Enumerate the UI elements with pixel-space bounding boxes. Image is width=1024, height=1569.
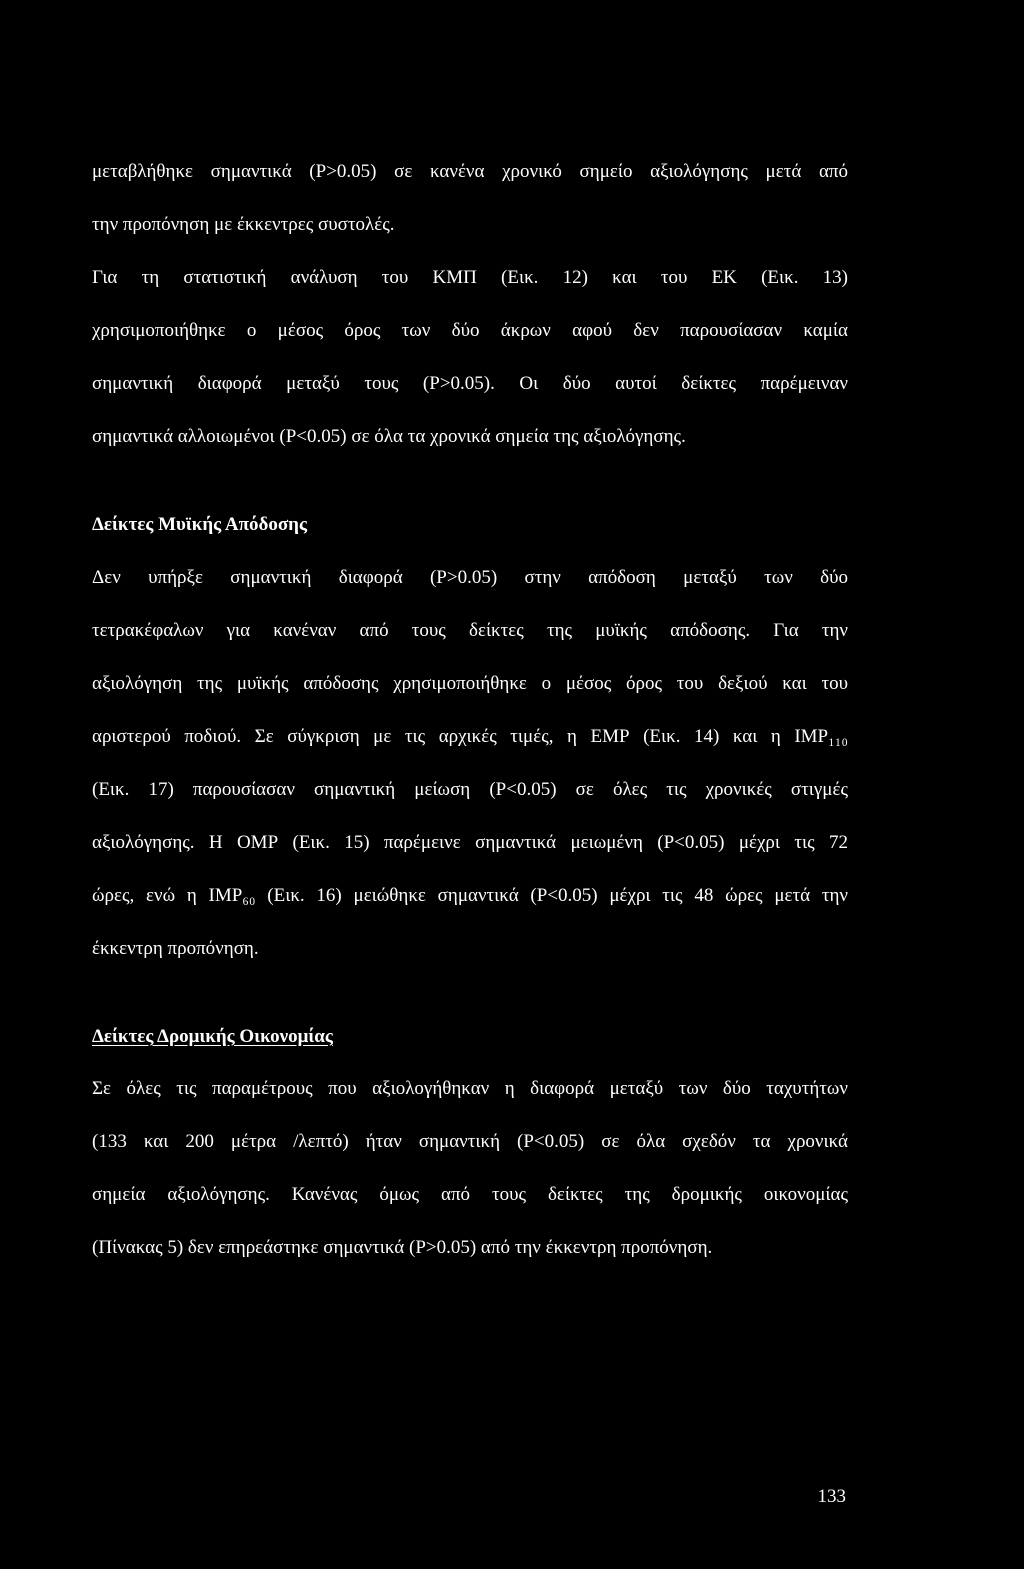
paragraph-line: (133 και 200 μέτρα /λεπτό) ήταν σημαντική (Ρ<0.05) σε όλα σχεδόν τα χρονικά [92, 1131, 848, 1152]
paragraph-line: την προπόνηση με έκκεντρες συστολές. [92, 214, 395, 235]
paragraph-line: (Εικ. 17) παρουσίασαν σημαντική μείωση (Ρ<0.05) σε όλες τις χρονικές στιγμές [92, 779, 848, 800]
paragraph-line: σημεία αξιολόγησης. Κανένας όμως από τους δείκτες της δρομικής οικονομίας [92, 1184, 848, 1205]
paragraph-line: Σε όλες τις παραμέτρους που αξιολογήθηκαν η διαφορά μεταξύ των δύο ταχυτήτων [92, 1078, 848, 1099]
paragraph-line: χρησιμοποιήθηκε ο μέσος όρος των δύο άκρων αφού δεν παρουσίασαν καμία [92, 320, 848, 341]
paragraph-line: αξιολόγησης. Η ΟΜΡ (Εικ. 15) παρέμεινε σημαντικά μειωμένη (Ρ<0.05) μέχρι τις 72 [92, 832, 848, 853]
paragraph-line: Δεν υπήρξε σημαντική διαφορά (Ρ>0.05) στην απόδοση μεταξύ των δύο [92, 567, 848, 588]
paragraph-line: έκκεντρη προπόνηση. [92, 938, 259, 959]
paragraph-line: τετρακέφαλων για κανέναν από τους δείκτες της μυϊκής απόδοσης. Για την [92, 620, 848, 641]
paragraph-line: (Πίνακας 5) δεν επηρεάστηκε σημαντικά (Ρ>0.05) από την έκκεντρη προπόνηση. [92, 1237, 713, 1258]
paragraph-line: αξιολόγηση της μυϊκής απόδοσης χρησιμοποιήθηκε ο μέσος όρος του δεξιού και του [92, 673, 848, 694]
paragraph-line: σημαντικά αλλοιωμένοι (Ρ<0.05) σε όλα τα χρονικά σημεία της αξιολόγησης. [92, 426, 686, 447]
section-heading: Δείκτες Μυϊκής Απόδοσης [92, 514, 307, 535]
paragraph-line: μεταβλήθηκε σημαντικά (Ρ>0.05) σε κανένα χρονικό σημείο αξιολόγησης μετά από [92, 161, 848, 182]
paragraph-line: Για τη στατιστική ανάλυση του ΚΜΠ (Εικ. 12) και του ΕΚ (Εικ. 13) [92, 267, 848, 288]
paragraph-line: ώρες, ενώ η IMP₆₀ (Εικ. 16) μειώθηκε σημαντικά (Ρ<0.05) μέχρι τις 48 ώρες μετά την [92, 885, 848, 906]
section-heading: Δείκτες Δρομικής Οικονομίας [92, 1026, 333, 1047]
paragraph-line: σημαντική διαφορά μεταξύ τους (Ρ>0.05). Οι δύο αυτοί δείκτες παρέμειναν [92, 373, 848, 394]
page-number: 133 [817, 1486, 846, 1507]
paragraph-line: αριστερού ποδιού. Σε σύγκριση με τις αρχικές τιμές, η ΕΜΡ (Εικ. 14) και η IMP₁₁₀ [92, 726, 848, 747]
